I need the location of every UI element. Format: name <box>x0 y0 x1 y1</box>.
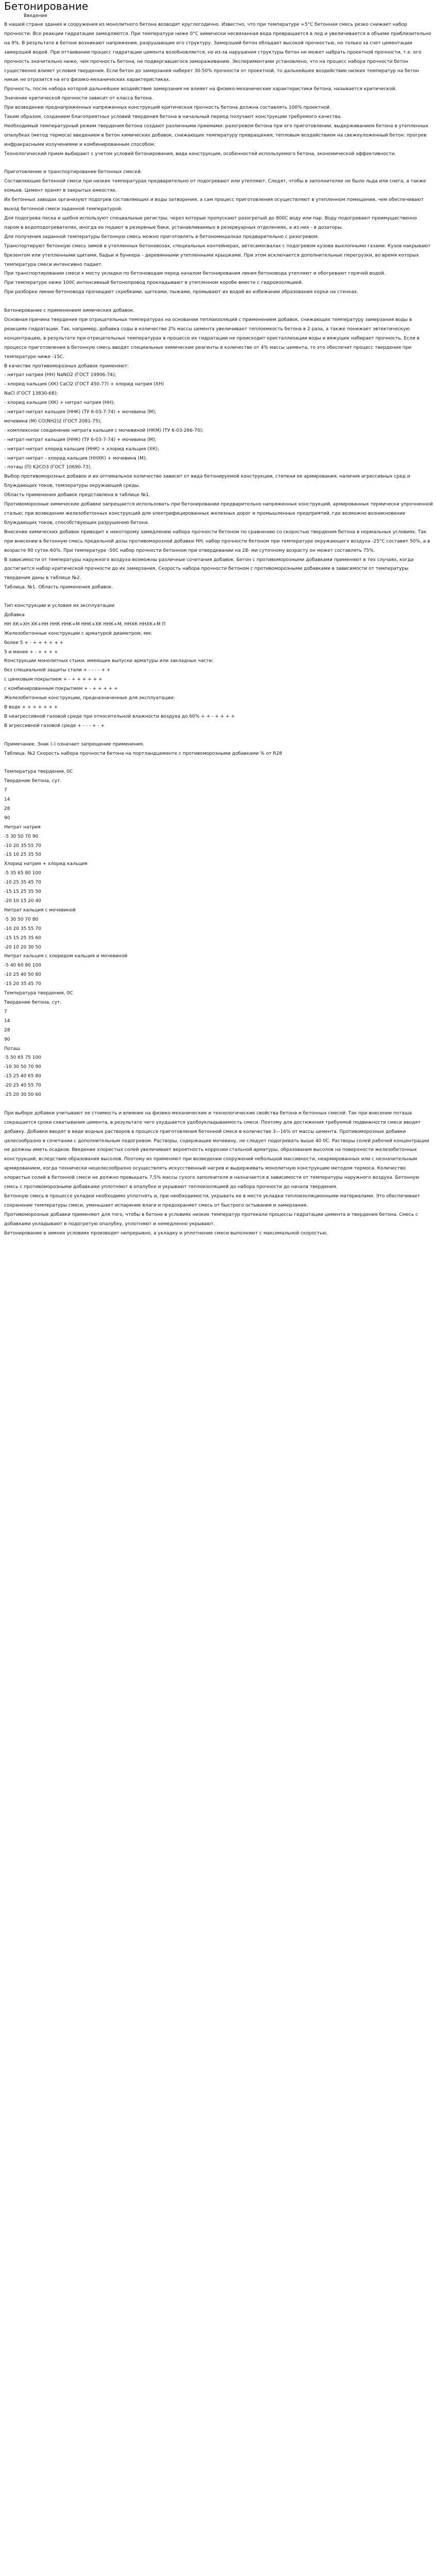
paragraph: Тип конструкции и условия их эксплуатации <box>4 603 115 609</box>
paragraph: без специальной защиты стали + - - - - + + <box>4 668 111 673</box>
paragraph: -5 50 65 75 100 <box>4 1055 41 1061</box>
paragraph: -15 25 40 65 80 <box>4 1074 41 1079</box>
paragraph: 28 <box>4 806 10 811</box>
paragraph: В нашей стране здания и сооружения из монолитного бетона возводят круглогодично. Известно, что при температуре +5°С бетонная смесь резко снижает набор прочности. Все реакции гидратации замедляются. При температуре ниже 0°С химически несвязанная вода превращается в лед и увеличивается в объеме приблизительно на 9%. В результате в бетоне возникают напряжения, разрушающие его структуру. Замерзший бетон обладает высокой прочностью, но только за счет цементации замерзшей водой. При оттаивании процесс гидратации цемента возобновляется, но из-за нарушения структуры бетон не может набрать проектной прочности, т.е. его прочность значительно ниже, чем прочность бетона, не подвергавшегося замораживанию. Экспериментами установлено, что на процесс набора прочности бетон существенно влияет условия твердения. Если бетон до замерзания наберет 30-50% прочности от проектной, то дальнейшее воздействие низких температур на бетон никак не отразится на его физико-механических характеристиках. <box>4 22 433 83</box>
paragraph: -25 20 30 50 60 <box>4 1092 41 1098</box>
paragraph: 90 <box>4 815 10 821</box>
paragraph: 14 <box>4 1018 10 1024</box>
paragraph: - нитрат-нитрат кальция (ННК) (ТУ 6-03-7-74) + мочевина (М); <box>4 410 156 415</box>
paragraph: При возведении преднапряженных напряженных конструкций критическая прочность бетона должна составлять 100% проектной. <box>4 105 331 111</box>
paragraph: 7 <box>4 1009 7 1014</box>
paragraph: -5 30 50 70 90 <box>4 834 39 839</box>
paragraph: 5 и менее + - + + + + <box>4 649 58 655</box>
paragraph: В качестве противоморозных добавок применяют: <box>4 363 129 369</box>
section-spacer <box>4 592 433 602</box>
paragraph: Таким образом, созданием благоприятных условий твердения бетона в начальный период получают конструкции требуемого качества. <box>4 114 342 120</box>
paragraph: Температура твердения, 0С <box>4 991 73 996</box>
paragraph: В неагрессивной газовой среде при относительной влажности воздуха до 60% + + - + + + + <box>4 714 235 719</box>
paragraph: -5 40 60 80 100 <box>4 963 41 969</box>
paragraph: Бетонирование с применением химических добавок. <box>4 308 135 314</box>
paragraph: Твердение бетона, сут. <box>4 778 62 784</box>
paragraph: Противоморозные химические добавки запрещается использовать при бетонировании предварительно напряженных конструкций, армированных термически упрочненной сталью; при возведении железобетонных конструкций для электрифицированных железных дорог и промышленных предприятий, где возможно возникновение блуждающих токов, способствующих разрушению бетона. <box>4 502 434 526</box>
paragraph: Поташ <box>4 1046 21 1052</box>
paragraph: Необходимый температурный режим твердения бетона создают различными приемами: разогревом бетона при его приготовлении, выдерживанием бетона в утепленных опалубках (метод термоса) введением в бетон химических добавок, снижающих температуру превращения; тепловым воздействием на свежеуложенный бетон: прогрев инфракрасными излучениями и комбинированным способом. <box>4 123 430 147</box>
paragraph: более 5 + - + + + + + + <box>4 640 64 646</box>
paragraph: -20 25 40 55 70 <box>4 1083 41 1089</box>
paragraph: Железобетонные конструкции с арматурой диаметром, мм: <box>4 631 152 636</box>
paragraph: Добавка <box>4 612 25 618</box>
paragraph: Составляющие бетонной смеси при низких температурах предварительно от подогревают или утепляют. Следят, чтобы в заполнителях не было льда или снега, а также комьев. Цемент хранят в закрытых емкостях. <box>4 179 428 194</box>
paragraph: Железобетонные конструкции, предназначенные для эксплуатации: <box>4 696 175 701</box>
paragraph: Нитрат кальция с хлоридом кальция и мочевиной <box>4 954 128 959</box>
paragraph: -15 10 25 35 50 <box>4 852 41 858</box>
section-spacer <box>4 1100 433 1109</box>
paragraph: -5 30 50 70 80 <box>4 917 39 922</box>
paragraph: - нитрат-нитрат хлорид кальция (ННК) + хлорид кальция (ХК); <box>4 446 159 452</box>
paragraph: -15 15 25 35 60 <box>4 935 41 941</box>
paragraph: с цинковым покрытием + - + + + + + + <box>4 677 102 683</box>
paragraph: -10 25 35 45 70 <box>4 880 41 886</box>
paragraph: с комбинированным покрытием + - + + + + + <box>4 686 118 692</box>
section-spacer <box>4 159 433 168</box>
paragraph: -10 20 35 55 70 <box>4 843 41 849</box>
paragraph: Противоморозные добавки применяют для того, чтобы в бетоне в условиях низких температур протекали процессы гидратации цемента и твердения бетона. Смесь с добавками укладывают в подогретую опалубку, уплотняют и немедленно укрывают. <box>4 1212 420 1227</box>
paragraph: Прочность, после набора которой дальнейшее воздействие замерзания не влияет на физико-механические характеристики бетона, называется критической. <box>4 87 397 92</box>
paragraph: - нитрат натрия (НН) NaNO2 (ГОСТ 19906-74); <box>4 372 116 378</box>
paragraph: НН ХК+ХН ХК+НН ННК ННК+М ННК+ХК ННК+М, ННХК ННХК+М П <box>4 621 166 627</box>
paragraph: Их бетонных заводах организуют подогрев составляющих и воды затворения, а сам процесс приготовления осуществляют в утепленном помещении, чем обеспечивают выход бетонной смеси заданной температурой. <box>4 197 425 212</box>
paragraph: Внесение химических добавок приводит к некоторому замедлению набора прочности бетоном по сравнению со скоростью твердения бетона в нормальных условиях. Так при внесении в бетонную смесь предельной дозы противоморозной добавки НН, набор прочности бетоном при температуре окружающего воздуха -25°С составит 50%, а в возрасте 90 суток-60%. При температуре -50С набор прочности бетонном при отвердевании на 28- ми суточному возрасту он может составлять 75%. <box>4 529 432 553</box>
paragraph: - поташ (П) K2CO3 (ГОСТ 10690-73). <box>4 465 92 470</box>
paragraph: В агрессивной газовой среде + - - - + - + <box>4 723 105 728</box>
paragraph: Основная причина твердения при отрицательных температурах на основании теплоизоляций с применением добавок, снижающих температуру замерзания воды в реакциях гидратации. Так, например, добавка соды в количестве 2% массы цемента увеличивает теплоемкость бетона в 2 раза, а также понижает эвтектическую концентрацию, в результате при отрицательных температурах в процессе их гидратации не происходит кристаллизации воды и вяжущее набирает прочность. Если в процессе приготовления в бетонную смесь вводят специальные химические реагенты в количестве от 4% массы цемента, то это обеспечит процесс твердения при температуре ниже -15С. <box>4 317 421 360</box>
paragraph: Нитрат кальция с мочевиной <box>4 907 76 913</box>
paragraph: 7 <box>4 788 7 793</box>
paragraph: -10 20 35 55 70 <box>4 926 41 931</box>
section-spacer <box>4 731 433 740</box>
document-page <box>0 0 436 1239</box>
paragraph: Технологический прием выбирают с учетом условий бетонирования, вида конструкции, особенностей используемого бетона, экономической эффективности. <box>4 151 396 157</box>
paragraph: Транспортируют бетонную смесь зимой в утепленных бетоновозах, специальных контейнерах, автосамосвалах с подогревом кузова выхлопными газами. Кузов накрывают брезентом или утепленными щитами, бадьи и бункера – деревянными утепленными крышками. При этом исключается дополнительные перегрузки, во время которых температура смеси интенсивно падает. <box>4 243 432 267</box>
paragraph: Примечание. Знак (-) означает запрещение применения. <box>4 741 145 747</box>
paragraph: Температура твердения, 0С <box>4 769 73 775</box>
paragraph: NaCl (ГОСТ 13830-68); <box>4 391 58 397</box>
paragraph: Бетонную смесь в процессе укладки необходимо уплотнять и, при необходимости, укрывать ее в месте укладки теплоизоляционными материалами. Это обеспечивает сохранение температуры смеси, уменьшает испарение влаги и предохраняет смесь от быстрого остывания и замерзания. <box>4 1194 422 1208</box>
paragraph: Таблица. №2 Скорость набора прочности бетона на портландцементе с противоморозными добавками % от R28 <box>4 751 283 756</box>
paragraph: - хлорид кальция (ХК) CaCl2 (ГОСТ 450-77) + хлорид натрия (ХН) <box>4 382 164 387</box>
paragraph: - хлорид кальция (ХК) + нитрат натрия (НН); <box>4 400 115 406</box>
paragraph: Твердение бетона, сут. <box>4 999 62 1005</box>
section-heading: Введение <box>24 13 48 19</box>
paragraph: -20 10 20 30 50 <box>4 944 41 950</box>
paragraph: Значение критической прочности зависит от класса бетона. <box>4 96 153 101</box>
paragraph: 14 <box>4 797 10 803</box>
paragraph: В воде + + + + + + + <box>4 705 58 710</box>
paragraph: мочевина (М) CO(NH2)2 (ГОСТ 2081-75); <box>4 418 102 424</box>
paragraph: Для получения заданной температуры бетонную смесь можно приготовлять в бетономешалках предварительно с разогревом. <box>4 234 319 240</box>
paragraph: Нитрат натрия <box>4 824 41 830</box>
section-spacer <box>4 297 433 307</box>
paragraph: Область применения добавок представлена в таблице №1. <box>4 493 150 498</box>
page-title: Бетонирование <box>4 0 89 12</box>
paragraph: Выбор противоморозных добавок и их оптимальное количество зависит от вида бетонируемой конструкции, степени ее армирования, наличия агрессивных сред и блуждающих токов, температуры окружающей среды. <box>4 474 412 489</box>
paragraph: При транспортировании смеси к месту укладки по бетоноводам перед началом бетонирования линия бетоновода утепляют и обогревают горячей водой. <box>4 271 386 277</box>
paragraph: При температуре ниже 100С интенсивный бетонопровод прокладывают в утепленном коробе вместе с гидроизоляцией. <box>4 280 303 286</box>
paragraph: -15 15 25 35 50 <box>4 889 41 895</box>
paragraph: -20 10 15 20 40 <box>4 899 41 904</box>
paragraph: Для подогрева песка и щебня используют специальные регистры, через которые пропускают разогретый до 800С воду или пар. Воду подогревают преимущественно паром в водоподогревателях, иногда ее подают в резервные баки, устанавливаемых в резервуарных отделениях, а из них - в дозаторы. <box>4 216 418 230</box>
section-spacer <box>4 758 433 768</box>
paragraph: При выборе добавки учитывают ее стоимость и влияние на физико-механические и технологические свойства бетона и бетонных смесей. Так при внесении поташа сокращается сроки схватывания цемента, в результате чего ухудшается удобоукладываемость смеси. Поэтому для достижения требуемой подвижности смеси вводят добавку. Добавки вводят в виде водных растворов в процессе приготовления бетонной смеси в количестве 3—16% от массы цемента. Противоморозные добавки целесообразно в сочетании с дополнительным подогревом. Растворы, содержащие мочевину, не следует подогревать выше 40 0С. Растворы солей рабочей концентрации не должны иметь осадков. Введение хлористых солей увеличивает вероятность коррозии стальной арматуры, образования высолов на поверхности железобетонных конструкций, вследствие образования высолов. Поэтому их применяют при возведении сооружений небольшой массивности, неармированных или с незначительным армированием, когда технически нецелесообразно осуществлять искусственный нагрев и выдерживать монолитную конструкцию методом термоса. Количество хлористых солей в бетонной смеси не должно превышать 7,5% массы сухого заполнителя и назначается в зависимости от температуры наружного воздуха. Бетонную смесь с противоморозными добавками уплотняют в опалубке и укрывают теплоизоляцией до набора прочности до начала твердения. <box>4 1110 431 1190</box>
paragraph: - нитрат-нитрат - хлорид кальция (ННХК) + мочевина (М); <box>4 455 147 461</box>
paragraph: -5 35 65 80 100 <box>4 871 41 876</box>
paragraph: Конструкции монолитных стыки, имеющих выпуски арматуры или закладных части: <box>4 658 214 664</box>
paragraph: -10 25 40 50 80 <box>4 972 41 978</box>
paragraph: - нитрат-нитрат кальция (ННК) (ТУ 6-03-7-74) + мочевина (М); <box>4 437 156 443</box>
document-body <box>4 21 436 1239</box>
paragraph: 90 <box>4 1037 10 1042</box>
paragraph: Хлорид натрия + хлорид кальция <box>4 861 88 867</box>
paragraph: Приготовление и транспортирование бетонных смесей. <box>4 170 142 175</box>
paragraph: При разборке линии бетоновода прочищают скребками, щетками, пыжами, промывают их водой во избежании образования корки на стенках. <box>4 290 358 295</box>
paragraph: Бетонирование в зимних условиях производят непрерывно, а укладку и уплотнение смеси выполняют с максимальной скоростью. <box>4 1230 328 1236</box>
paragraph: - комплексное соединение нитрата кальция с мочевиной (НКМ) (ТУ 6-03-266-70); <box>4 428 204 433</box>
paragraph: -10 30 50 70 90 <box>4 1064 41 1070</box>
paragraph: Таблица. №1. Область применения добавок. <box>4 585 113 590</box>
paragraph: 28 <box>4 1027 10 1033</box>
paragraph: -15 20 35 45 70 <box>4 981 41 987</box>
paragraph: В зависимости от температуры наружного воздуха возможны различные сочетания добавок. Бетон с противоморозными добавками применяют в тех случаях, когда достигается набор критической прочности до их замерзания. Скорость набора прочности бетоном с противоморозными добавками в зависимости от температуры твердения даны в таблице №2. <box>4 557 415 581</box>
